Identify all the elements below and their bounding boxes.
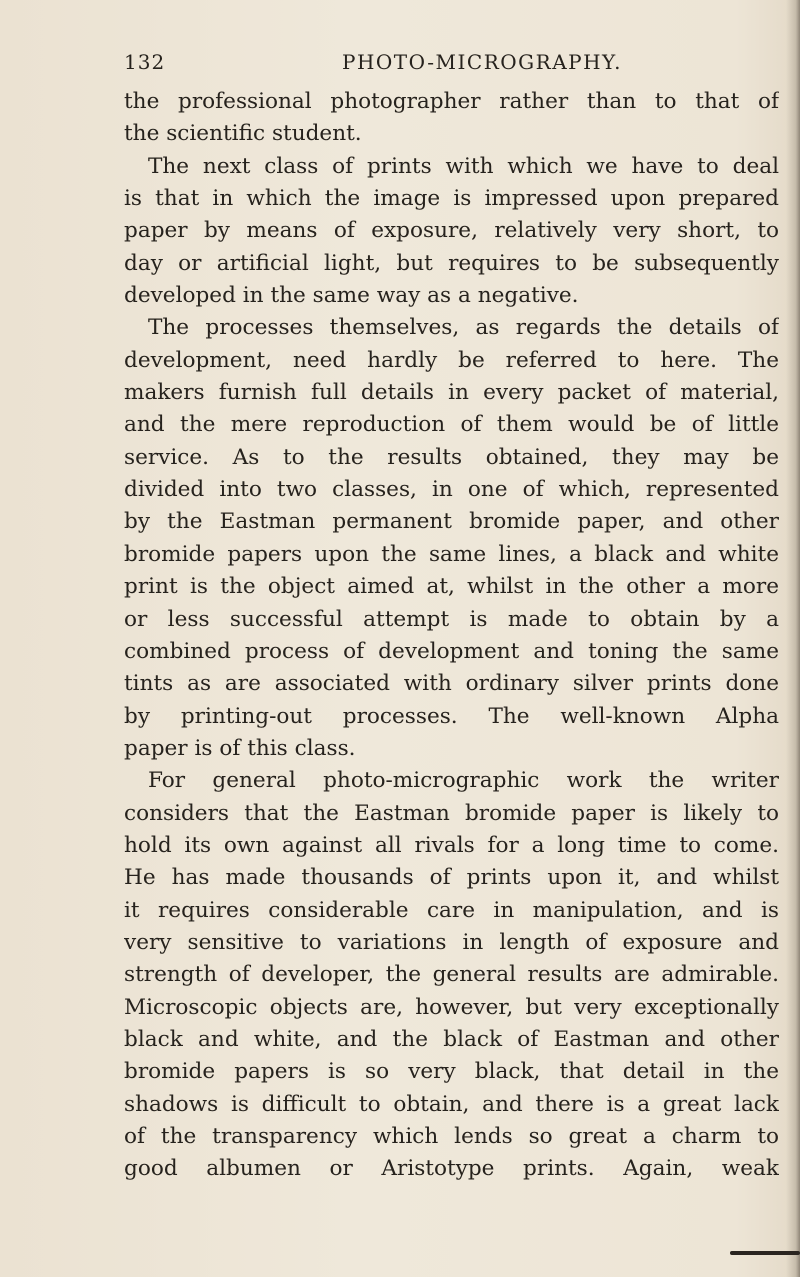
text-line: bromide papers is so very black, that detail in the — [124, 1059, 779, 1085]
text-line: it requires considerable care in manipulation, and is — [124, 897, 779, 923]
text-line: makers furnish full details in every packet of material, — [124, 380, 779, 406]
body-text — [124, 86, 779, 1186]
text-line: developed in the same way as a negative. — [124, 283, 579, 309]
text-line: tints as are associated with ordinary silver prints done — [124, 671, 779, 697]
bottom-edge-mark — [730, 1251, 800, 1255]
running-head: PHOTO-MICROGRAPHY. — [342, 50, 623, 74]
text-line: hold its own against all rivals for a long time to come. — [124, 832, 779, 858]
text-line: service. As to the results obtained, they may be — [124, 444, 779, 470]
text-line: bromide papers upon the same lines, a black and white — [124, 541, 779, 567]
text-line: shadows is difficult to obtain, and there is a great lack — [124, 1091, 779, 1117]
text-line: and the mere reproduction of them would be of little — [124, 412, 779, 438]
text-line: The processes themselves, as regards the details of — [148, 315, 779, 341]
text-line: Microscopic objects are, however, but very exceptionally — [124, 994, 779, 1020]
text-line: very sensitive to variations in length of exposure and — [124, 929, 779, 955]
text-line: combined process of development and toning the same — [124, 638, 779, 664]
text-line: paper by means of exposure, relatively very short, to — [124, 218, 779, 244]
text-line: considers that the Eastman bromide paper is likely to — [124, 800, 779, 826]
text-line: strength of developer, the general results are admirable. — [124, 962, 779, 988]
text-line: print is the object aimed at, whilst in the other a more — [124, 574, 779, 600]
page-edge-shadow — [786, 0, 800, 1277]
text-line: good albumen or Aristotype prints. Again, weak — [124, 1156, 779, 1182]
text-line: paper is of this class. — [124, 735, 356, 761]
text-line: by printing-out processes. The well-known Alpha — [124, 703, 779, 729]
text-line: is that in which the image is impressed upon prepared — [124, 186, 779, 212]
text-line: divided into two classes, in one of which, represented — [124, 477, 779, 503]
text-line: the scientific student. — [124, 121, 362, 147]
page-header — [124, 50, 764, 80]
text-line: the professional photographer rather than to that of — [124, 89, 779, 114]
text-line: by the Eastman permanent bromide paper, and other — [124, 509, 779, 535]
text-line: For general photo-micrographic work the writer — [148, 768, 779, 794]
text-line: He has made thousands of prints upon it, and whilst — [124, 865, 779, 891]
text-line: black and white, and the black of Eastman and other — [124, 1026, 779, 1052]
text-line: or less successful attempt is made to obtain by a — [124, 606, 779, 632]
text-line: development, need hardly be referred to here. The — [124, 347, 779, 373]
text-line: of the transparency which lends so great a charm to — [124, 1124, 779, 1149]
text-line: day or artificial light, but requires to be subsequently — [124, 250, 779, 276]
text-line: The next class of prints with which we have to deal — [148, 153, 779, 179]
page-number: 132 — [124, 50, 166, 74]
